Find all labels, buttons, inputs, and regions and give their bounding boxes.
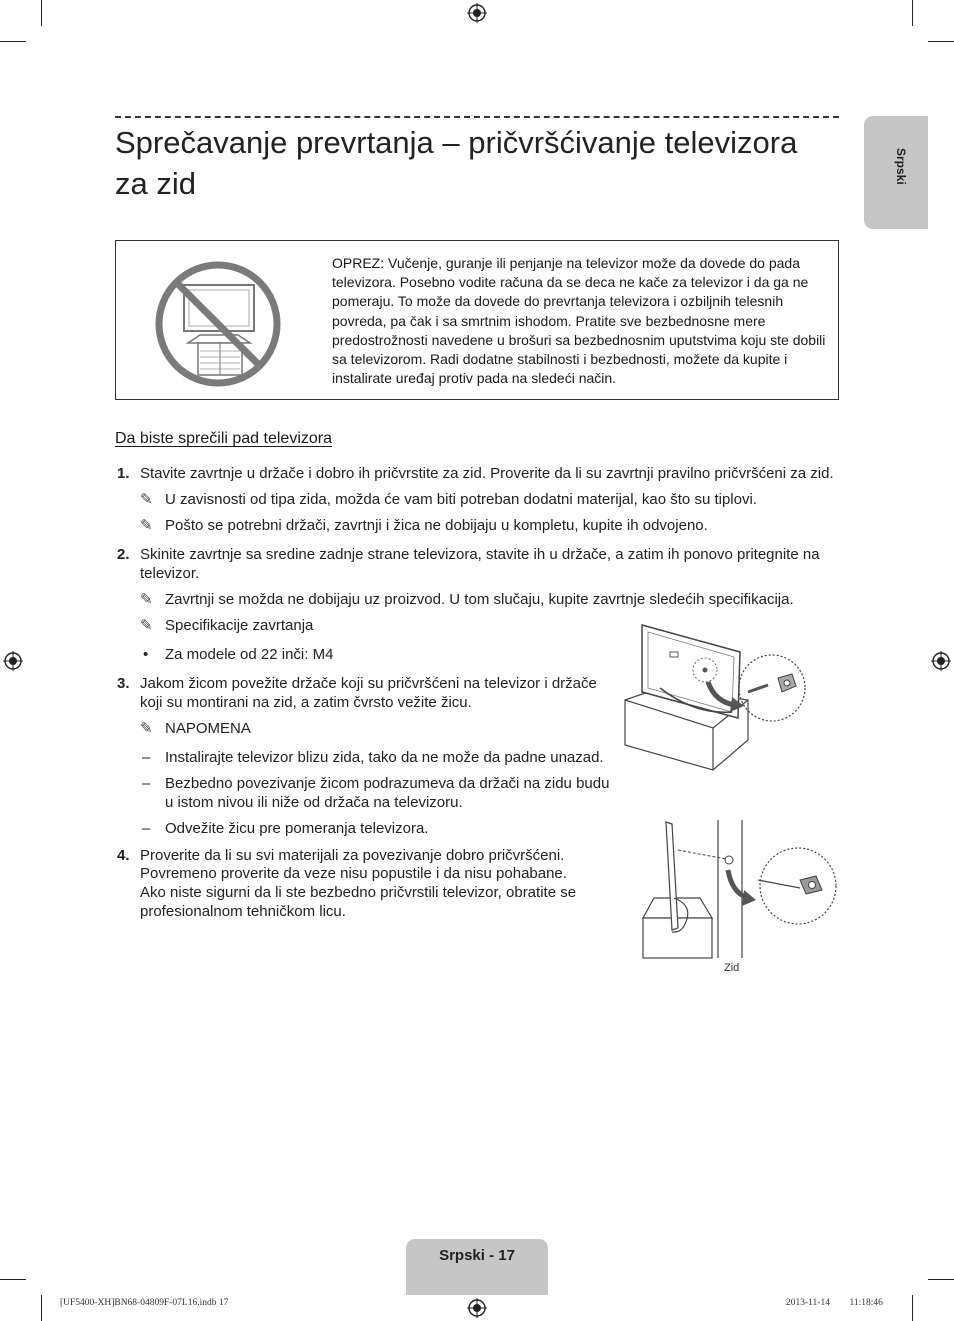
dash-icon: – — [142, 820, 151, 837]
bullet-text: Za modele od 22 inči: M4 — [165, 646, 334, 663]
crop-mark — [928, 1279, 954, 1280]
note-text: U zavisnosti od tipa zida, možda će vam biti potreban dodatni materijal, kao što su tiplovi. — [165, 491, 757, 508]
warning-box — [115, 240, 839, 400]
note-text: Specifikacije zavrtanja — [165, 617, 314, 634]
wall-label: Zid — [724, 962, 740, 974]
step-text: Povremeno proverite da veze nisu popustile i da nisu pohabane. — [140, 865, 567, 882]
page-number-tab — [406, 1239, 548, 1295]
registration-mark-icon — [3, 651, 23, 671]
step-text: Ako niste sigurni da li ste bezbedno pričvrstili televizor, obratite se — [140, 884, 577, 901]
note-heading: NAPOMENA — [165, 720, 251, 737]
note-icon: ✎ — [140, 491, 153, 508]
tv-wall-illustration — [640, 818, 840, 960]
dash-text: u istom nivou ili niže od držača na televizoru. — [165, 794, 463, 811]
crop-mark — [912, 0, 913, 26]
step-text: koji su montirani na zid, a zatim čvrsto vežite žicu. — [140, 694, 472, 711]
crop-mark — [41, 1295, 42, 1321]
crop-mark — [41, 0, 42, 26]
section-heading: Da biste sprečili pad televizora — [115, 430, 332, 447]
dash-icon: – — [142, 775, 151, 792]
step-text: Jakom žicom povežite držače koji su pričvršćeni na televizor i držače — [140, 675, 597, 692]
page-title: Sprečavanje prevrtanja – pričvršćivanje televizora za zid — [115, 125, 798, 201]
crop-mark — [0, 41, 26, 42]
crop-mark — [928, 41, 954, 42]
note-text: Zavrtnji se možda ne dobijaju uz proizvod. U tom slučaju, kupite zavrtnje sledećih specifikacija. — [165, 591, 794, 608]
print-timestamp: 2013-11-14 ￿￿ 11:18:46 — [786, 1298, 883, 1308]
title-divider — [115, 116, 839, 118]
dash-icon: – — [142, 749, 151, 766]
crop-mark — [912, 1295, 913, 1321]
step-text: profesionalnom tehničkom licu. — [140, 903, 346, 920]
language-side-tab-label: Srpski — [894, 148, 908, 185]
step-text: Proverite da li su svi materijali za povezivanje dobro pričvršćeni. — [140, 847, 565, 864]
step-number: 4. — [117, 847, 130, 864]
registration-mark-icon — [467, 1298, 487, 1318]
registration-mark-icon — [467, 3, 487, 23]
step-text: Skinite zavrtnje sa sredine zadnje strane televizora, stavite ih u držače, a zatim ih ponovo pritegnite na — [140, 546, 820, 563]
warning-text: OPREZ: Vučenje, guranje ili penjanje na televizor može da dovede do pada televizora. Posebno vodite računa da se deca ne kače za televizor i da ga ne pomeraju. To može da dovede do prevrtanja televizora i ozbiljnih telesnih povreda, pa čak i sa smrtnim ishodom. Pratite sve bezbednosne mere predostrožnosti navedene u brošuri sa bezbednosnim uputstvima koju ste dobili sa televizorom. Radi dodatne stabilnosti i bezbednosti, možete da kupite i instalirate uređaj protiv pada na sledeći način. — [332, 255, 826, 387]
step-number: 1. — [117, 465, 130, 482]
page-number: Srpski - 17 — [439, 1247, 515, 1264]
bullet-icon: • — [143, 646, 149, 663]
step-text: televizor. — [140, 565, 200, 582]
registration-mark-icon — [931, 651, 951, 671]
dash-text: Odvežite žicu pre pomeranja televizora. — [165, 820, 429, 837]
tv-bracket-illustration — [620, 620, 810, 775]
language-side-tab — [864, 116, 928, 229]
note-icon: ✎ — [140, 591, 153, 608]
note-icon: ✎ — [140, 720, 153, 737]
dash-text: Instalirajte televizor blizu zida, tako da ne može da padne unazad. — [165, 749, 604, 766]
print-file-info: [UF5400-XH]BN68-04809F-07L16.indb 17 — [60, 1298, 229, 1308]
note-icon: ✎ — [140, 517, 153, 534]
dash-text: Bezbedno povezivanje žicom podrazumeva da držači na zidu budu — [165, 775, 610, 792]
crop-mark — [0, 1279, 26, 1280]
step-number: 2. — [117, 546, 130, 563]
no-climbing-tv-icon — [152, 259, 284, 389]
note-text: Pošto se potrebni držači, zavrtnji i žica ne dobijaju u kompletu, kupite ih odvojeno. — [165, 517, 708, 534]
step-number: 3. — [117, 675, 130, 692]
note-icon: ✎ — [140, 617, 153, 634]
step-text: Stavite zavrtnje u držače i dobro ih pričvrstite za zid. Proverite da li su zavrtnji pravilno pričvršćeni za zid. — [140, 465, 834, 482]
